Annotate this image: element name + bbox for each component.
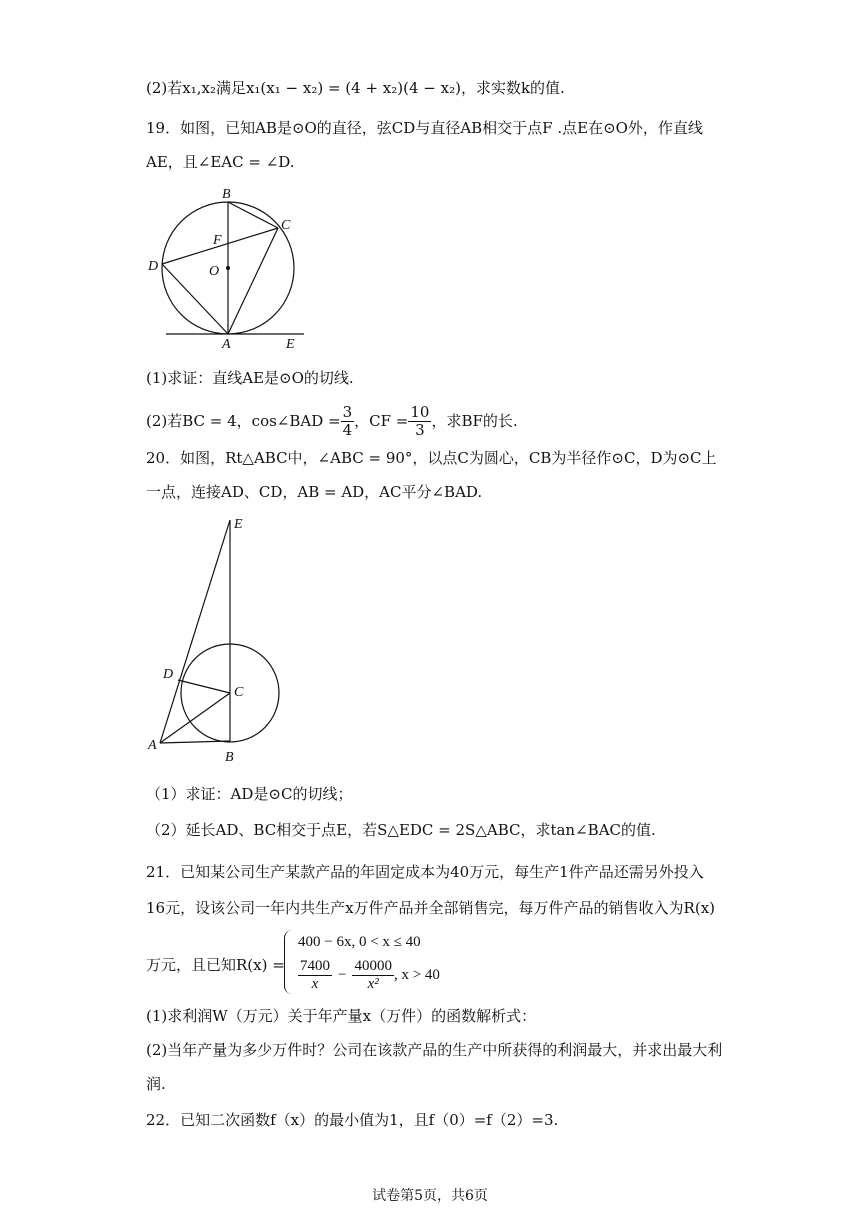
cf-numerator: 10 bbox=[410, 402, 430, 421]
q20-stem-line2: 一点，连接AD、CD，AB = AD，AC平分∠BAD. bbox=[146, 483, 483, 501]
fig19-label-F: F bbox=[213, 233, 222, 248]
q19-stem-line1: 19．如图，已知AB是⊙O的直径，弦CD与直径AB相交于点F .点E在⊙O外，作直线 bbox=[146, 119, 703, 137]
case2-den2: x² bbox=[367, 976, 379, 992]
fig19-label-E: E bbox=[286, 337, 295, 352]
q21-part1: (1)求利润W（万元）关于年产量x（万件）的函数解析式： bbox=[146, 1007, 537, 1025]
q21-part2-line2: 润. bbox=[146, 1075, 166, 1093]
case2-num1: 7400 bbox=[300, 958, 330, 974]
q19-part2 bbox=[146, 400, 518, 442]
fig19-label-A: A bbox=[222, 337, 231, 352]
q18-part2: (2)若x₁,x₂满足x₁(x₁ − x₂) = (4 + x₂)(4 − x₂)，求实数k的值. bbox=[146, 79, 565, 97]
q19-part2-text-b: ，CF = bbox=[354, 412, 409, 430]
q20-part1: （1）求证：AD是⊙C的切线； bbox=[146, 785, 353, 803]
page-footer: 试卷第5页，共6页 bbox=[372, 1188, 488, 1204]
q19-part2-text-c: ，求BF的长. bbox=[431, 412, 518, 430]
cos-fraction bbox=[341, 404, 355, 439]
case2-frac2 bbox=[352, 958, 394, 993]
fig19-label-D: D bbox=[148, 259, 159, 274]
q20-part2: （2）延长AD、BC相交于点E，若S△EDC = 2S△ABC，求tan∠BAC的值. bbox=[146, 821, 656, 839]
cf-denominator: 3 bbox=[415, 420, 425, 439]
cf-fraction bbox=[408, 404, 431, 439]
piecewise-case2 bbox=[298, 958, 440, 993]
q20-figure bbox=[144, 512, 284, 772]
case2-tail: , x > 40 bbox=[393, 967, 440, 983]
piecewise-case1: 400 − 6x, 0 < x ≤ 40 bbox=[298, 934, 421, 950]
fig19-label-O: O bbox=[209, 264, 220, 279]
fig19-label-C: C bbox=[281, 218, 291, 233]
case2-num2: 40000 bbox=[354, 958, 392, 974]
q19-part1: (1)求证：直线AE是⊙O的切线. bbox=[146, 369, 354, 387]
fig20-label-D: D bbox=[163, 667, 174, 682]
piecewise-brace bbox=[284, 930, 295, 994]
q21-part2-line1: (2)当年产量为多少万件时？公司在该款产品的生产中所获得的利润最大，并求出最大利 bbox=[146, 1041, 723, 1059]
cos-denominator: 4 bbox=[342, 420, 353, 439]
case2-minus: − bbox=[338, 967, 347, 983]
q19-figure bbox=[144, 182, 314, 354]
q19-part2-text-a: (2)若BC = 4，cos∠BAD = bbox=[146, 412, 341, 430]
fig20-label-A: A bbox=[148, 738, 157, 753]
case2-den1: x bbox=[311, 976, 319, 992]
q22-stem: 22．已知二次函数f（x）的最小值为1，且f（0）=f（2）=3. bbox=[146, 1111, 559, 1129]
q21-stem-line1: 21．已知某公司生产某款产品的年固定成本为40万元，每生产1件产品还需另外投入 bbox=[146, 863, 704, 881]
q20-stem-line1: 20．如图，Rt△ABC中，∠ABC = 90°，以点C为圆心，CB为半径作⊙C，D为⊙C上 bbox=[146, 449, 717, 467]
fig20-label-E: E bbox=[234, 517, 243, 532]
fig19-label-B: B bbox=[222, 187, 231, 202]
fig20-label-B: B bbox=[225, 750, 234, 765]
q21-stem-line2: 16元，设该公司一年内共生产x万件产品并全部销售完，每万件产品的销售收入为R(x) bbox=[146, 899, 716, 917]
q19-stem-line2: AE，且∠EAC = ∠D. bbox=[146, 153, 295, 171]
case2-frac1 bbox=[298, 958, 332, 993]
fig20-label-C: C bbox=[234, 685, 244, 700]
q21-stem-line3: 万元，且已知R(x) = bbox=[146, 956, 285, 974]
cos-numerator: 3 bbox=[342, 402, 353, 421]
